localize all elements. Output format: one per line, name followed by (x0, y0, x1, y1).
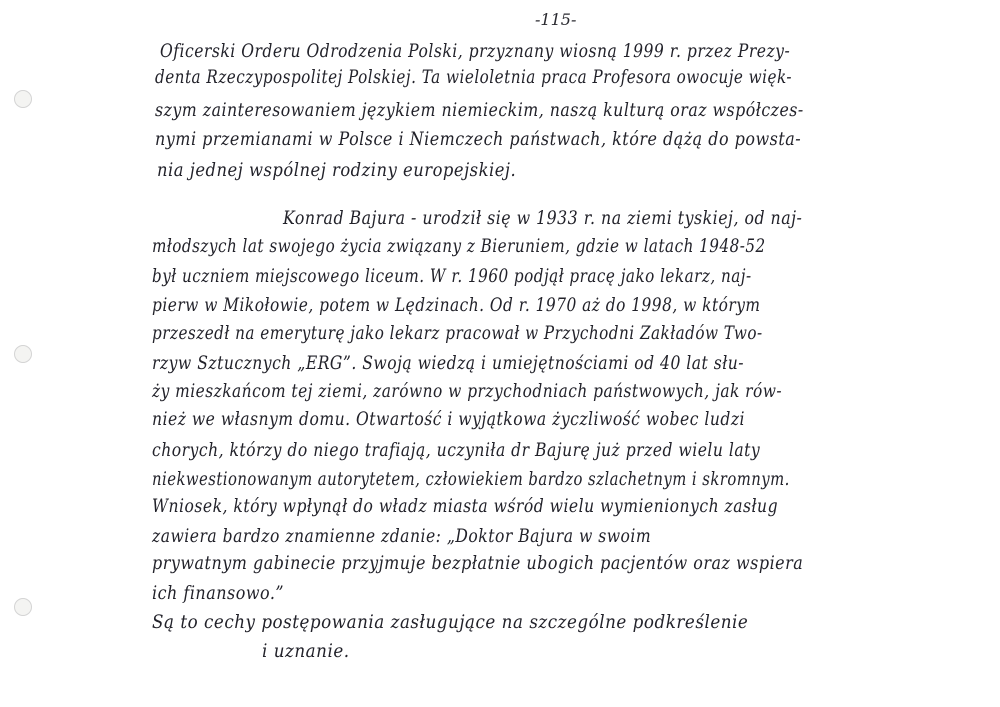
text-line: i uznanie. (262, 640, 350, 662)
text-line: przeszedł na emeryturę jako lekarz pracował w Przychodni Zakładów Two- (152, 322, 763, 344)
text-line: pierw w Mikołowie, potem w Lędzinach. Od r. 1970 aż do 1998, w którym (152, 294, 761, 316)
binder-hole (14, 90, 32, 108)
text-line: Oficerski Orderu Odrodzenia Polski, przyznany wiosną 1999 r. przez Prezy- (160, 40, 791, 62)
text-line: ich finansowo.” (152, 582, 285, 604)
text-line: ży mieszkańcom tej ziemi, zarówno w przychodniach państwowych, jak rów- (152, 380, 783, 402)
text-line: był uczniem miejscowego liceum. W r. 1960 podjął pracę jako lekarz, naj- (152, 265, 752, 287)
text-line: nymi przemianami w Polsce i Niemczech państwach, które dążą do powsta- (155, 128, 802, 150)
text-line: nież we własnym domu. Otwartość i wyjątkowa życzliwość wobec ludzi (152, 408, 746, 430)
text-line: niekwestionowanym autorytetem, człowiekiem bardzo szlachetnym i skromnym. (152, 468, 790, 490)
text-line: chorych, którzy do niego trafiają, uczyniła dr Bajurę już przed wielu laty (152, 439, 761, 461)
text-line: młodszych lat swojego życia związany z Bieruniem, gdzie w latach 1948-52 (152, 235, 766, 257)
text-line: prywatnym gabinecie przyjmuje bezpłatnie ubogich pacjentów oraz wspiera (152, 552, 804, 574)
text-line: Są to cechy postępowania zasługujące na szczególne podkreślenie (152, 611, 749, 633)
text-line: nia jednej wspólnej rodziny europejskiej. (157, 159, 517, 181)
text-line: Wniosek, który wpłynął do władz miasta wśród wielu wymienionych zasług (152, 495, 779, 517)
text-line: szym zainteresowaniem językiem niemieckim, naszą kulturą oraz współczes- (155, 99, 804, 121)
page-number: -115- (535, 10, 577, 29)
binder-hole (14, 598, 32, 616)
binder-hole (14, 345, 32, 363)
text-line: rzyw Sztucznych „ERG”. Swoją wiedzą i umiejętnościami od 40 lat słu- (152, 352, 745, 374)
text-line: zawiera bardzo znamienne zdanie: „Doktor Bajura w swoim (152, 525, 652, 547)
text-line: denta Rzeczypospolitej Polskiej. Ta wieloletnia praca Profesora owocuje więk- (155, 66, 793, 88)
text-line: Konrad Bajura - urodził się w 1933 r. na ziemi tyskiej, od naj- (283, 207, 803, 229)
